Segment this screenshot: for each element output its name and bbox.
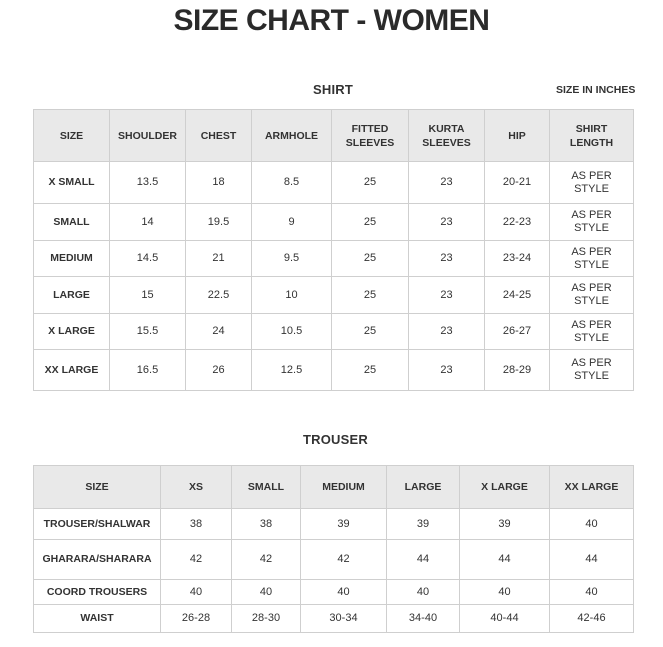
table-cell: 10 — [252, 277, 332, 314]
row-label: MEDIUM — [34, 241, 110, 277]
trouser-col-header-large: LARGE — [387, 466, 460, 509]
table-cell: 40 — [387, 580, 460, 605]
shirt-col-header-kurta-sleeves: KURTA SLEEVES — [409, 110, 485, 162]
table-cell: 13.5 — [110, 162, 186, 204]
shirt-col-header-shoulder: SHOULDER — [110, 110, 186, 162]
table-cell: 42 — [301, 540, 387, 580]
table-cell: 15.5 — [110, 314, 186, 350]
table-cell: 23 — [409, 162, 485, 204]
shirt-size-table — [33, 109, 634, 391]
table-cell: 40-44 — [460, 605, 550, 633]
table-cell: 39 — [460, 509, 550, 540]
table-cell: 40 — [232, 580, 301, 605]
table-cell: 23 — [409, 314, 485, 350]
table-cell: 24 — [186, 314, 252, 350]
table-cell: 22-23 — [485, 204, 550, 241]
table-cell: 12.5 — [252, 350, 332, 391]
table-cell: 44 — [460, 540, 550, 580]
table-cell: 40 — [550, 509, 634, 540]
table-cell: 40 — [161, 580, 232, 605]
table-cell: 25 — [332, 314, 409, 350]
trouser-section-title: TROUSER — [303, 432, 368, 447]
table-cell: 24-25 — [485, 277, 550, 314]
shirt-col-header-size: SIZE — [34, 110, 110, 162]
shirt-col-header-armhole: ARMHOLE — [252, 110, 332, 162]
row-label: WAIST — [34, 605, 161, 633]
table-cell: 34-40 — [387, 605, 460, 633]
table-cell: AS PER STYLE — [550, 241, 634, 277]
table-cell: 10.5 — [252, 314, 332, 350]
table-cell: 26 — [186, 350, 252, 391]
table-cell: 39 — [387, 509, 460, 540]
trouser-header-row — [34, 466, 634, 509]
row-label: SMALL — [34, 204, 110, 241]
table-row — [34, 277, 634, 314]
page-title: SIZE CHART - WOMEN — [173, 4, 490, 37]
table-row — [34, 204, 634, 241]
table-row — [34, 605, 634, 633]
table-cell: 44 — [550, 540, 634, 580]
table-cell: 19.5 — [186, 204, 252, 241]
table-cell: 40 — [550, 580, 634, 605]
table-cell: 26-27 — [485, 314, 550, 350]
trouser-col-header-size: SIZE — [34, 466, 161, 509]
table-cell: AS PER STYLE — [550, 277, 634, 314]
table-cell: 21 — [186, 241, 252, 277]
table-cell: 14.5 — [110, 241, 186, 277]
trouser-col-header-xx-large: XX LARGE — [550, 466, 634, 509]
table-cell: 25 — [332, 241, 409, 277]
table-row — [34, 162, 634, 204]
trouser-col-header-xs: XS — [161, 466, 232, 509]
shirt-col-header-fitted-sleeves: FITTED SLEEVES — [332, 110, 409, 162]
table-cell: 28-29 — [485, 350, 550, 391]
row-label: TROUSER/SHALWAR — [34, 509, 161, 540]
table-cell: 38 — [161, 509, 232, 540]
row-label: X SMALL — [34, 162, 110, 204]
table-cell: 25 — [332, 350, 409, 391]
table-cell: 42-46 — [550, 605, 634, 633]
table-cell: 25 — [332, 162, 409, 204]
table-cell: 9 — [252, 204, 332, 241]
row-label: LARGE — [34, 277, 110, 314]
table-cell: AS PER STYLE — [550, 314, 634, 350]
table-cell: 23 — [409, 204, 485, 241]
table-cell: 38 — [232, 509, 301, 540]
table-cell: 23 — [409, 350, 485, 391]
table-cell: 18 — [186, 162, 252, 204]
table-cell: 42 — [232, 540, 301, 580]
table-cell: AS PER STYLE — [550, 162, 634, 204]
row-label: XX LARGE — [34, 350, 110, 391]
table-cell: 25 — [332, 277, 409, 314]
table-cell: AS PER STYLE — [550, 350, 634, 391]
table-cell: 14 — [110, 204, 186, 241]
row-label: COORD TROUSERS — [34, 580, 161, 605]
table-cell: AS PER STYLE — [550, 204, 634, 241]
trouser-size-table — [33, 465, 634, 633]
table-cell: 23-24 — [485, 241, 550, 277]
table-cell: 40 — [301, 580, 387, 605]
table-cell: 42 — [161, 540, 232, 580]
trouser-col-header-small: SMALL — [232, 466, 301, 509]
table-cell: 39 — [301, 509, 387, 540]
trouser-col-header-medium: MEDIUM — [301, 466, 387, 509]
table-row — [34, 540, 634, 580]
table-cell: 26-28 — [161, 605, 232, 633]
table-cell: 22.5 — [186, 277, 252, 314]
table-cell: 23 — [409, 277, 485, 314]
table-cell: 9.5 — [252, 241, 332, 277]
table-cell: 16.5 — [110, 350, 186, 391]
trouser-col-header-x-large: X LARGE — [460, 466, 550, 509]
table-cell: 40 — [460, 580, 550, 605]
table-cell: 30-34 — [301, 605, 387, 633]
table-cell: 15 — [110, 277, 186, 314]
table-cell: 44 — [387, 540, 460, 580]
table-cell: 23 — [409, 241, 485, 277]
row-label: GHARARA/SHARARA — [34, 540, 161, 580]
shirt-col-header-chest: CHEST — [186, 110, 252, 162]
table-cell: 25 — [332, 204, 409, 241]
table-cell: 28-30 — [232, 605, 301, 633]
row-label: X LARGE — [34, 314, 110, 350]
table-row — [34, 241, 634, 277]
shirt-col-header-shirt-length: SHIRT LENGTH — [550, 110, 634, 162]
table-row — [34, 350, 634, 391]
shirt-header-row — [34, 110, 634, 162]
table-row — [34, 580, 634, 605]
table-cell: 20-21 — [485, 162, 550, 204]
shirt-col-header-hip: HIP — [485, 110, 550, 162]
table-row — [34, 509, 634, 540]
shirt-section-title: SHIRT — [313, 82, 353, 97]
table-cell: 8.5 — [252, 162, 332, 204]
table-row — [34, 314, 634, 350]
size-unit-note: SIZE IN INCHES — [556, 84, 636, 96]
